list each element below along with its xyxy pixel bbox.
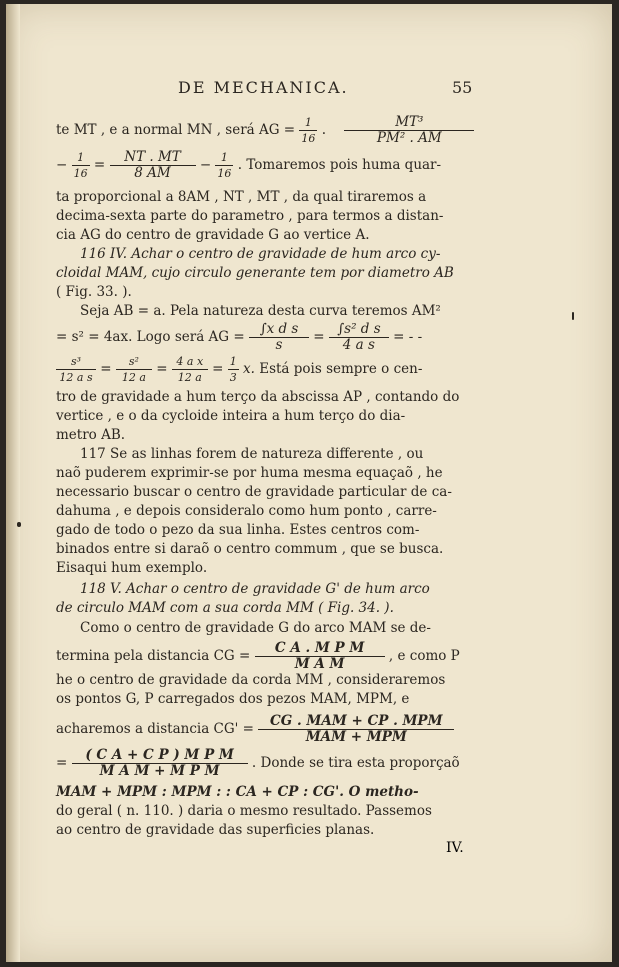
- text-line: he o centro de gravidade da corda MM , consideraremos: [56, 672, 446, 688]
- text-line: ( Fig. 33. ).: [56, 284, 132, 300]
- text-line: de circulo MAM com a sua corda MM ( Fig. 34. ).: [56, 600, 394, 616]
- text-line: − $\frac{1}{16}$ = $\frac{NT . MT}{8 AM}$ − $\frac{1}{16}$ . Tomaremos pois huma quar-: [56, 149, 442, 181]
- fraction: $\frac{\text{s²}}{12 a}$: [116, 354, 152, 385]
- text-line: vertice , e o da cycloide inteira a hum terço do dia-: [56, 408, 406, 424]
- text-line: naõ puderem exprimir-se por huma mesma equaçaõ , he: [56, 465, 443, 481]
- book-page: [6, 4, 612, 962]
- text-line: dahuma , e depois consideralo como hum ponto , carre-: [56, 503, 437, 519]
- fraction: $\frac{\text{C A . M P M}}{\text{M A M}}$: [255, 641, 385, 672]
- header-title: DE MECHANICA.: [178, 78, 349, 97]
- text-line: Eisaqui hum exemplo.: [56, 560, 208, 576]
- fraction: $\frac{\text{∫x d s}}{s}$: [249, 322, 309, 353]
- text-line: ao centro de gravidade das superficies planas.: [56, 822, 375, 838]
- fraction: $\frac{1}{16}$: [217, 151, 232, 180]
- page-spine-shadow: [6, 4, 20, 962]
- text-line: [56, 641, 460, 672]
- text-line: 118 V. Achar o centro de gravidade G' de hum arco: [80, 581, 430, 597]
- fraction: $\frac{1}{16}$: [301, 116, 316, 145]
- page-number: 55: [452, 78, 473, 97]
- ink-mark: [17, 522, 21, 527]
- text-line: os pontos G, P carregados dos pezos MAM, MPM, e: [56, 691, 410, 707]
- text-line: 116 IV. Achar o centro de gravidade de hum arco cy-: [80, 246, 441, 262]
- catchword: IV.: [446, 840, 464, 856]
- text-line: Como o centro de gravidade G do arco MAM se de-: [80, 620, 431, 636]
- fraction: $\frac{\text{MT³}}{\text{PM² . AM}}$: [344, 115, 474, 146]
- text-line: MAM + MPM : MPM : : CA + CP : CG'. O metho-: [56, 784, 419, 800]
- line-text: te MT , e a normal MN , será AG =: [56, 122, 296, 138]
- text-line: [56, 714, 454, 745]
- text-line: = s² = 4ax. Logo será AG = $\frac{\text{∫x d s}}{s}$ = $\frac{\text{∫s² d s}}{\text{4 a s}}$ = - -: [56, 321, 423, 353]
- text-line: Seja AB = a. Pela natureza desta curva teremos AM²: [80, 303, 441, 319]
- fraction: $\frac{\text{s³}}{\text{12 a s}}$: [56, 354, 96, 385]
- line-text: = s² = 4ax. Logo será AG =: [56, 329, 245, 345]
- text-line: cia AG do centro de gravidade G ao vertice A.: [56, 227, 370, 243]
- text-line: metro AB.: [56, 427, 126, 443]
- text-line: do geral ( n. 110. ) daria o mesmo resultado. Passemos: [56, 803, 432, 819]
- fraction: $\frac{\text{∫s² d s}}{\text{4 a s}}$: [329, 322, 389, 353]
- fraction: $\frac{1}{16}$: [73, 151, 88, 180]
- text-line: cloidal MAM, cujo circulo generante tem por diametro AB: [56, 265, 454, 281]
- text-line: tro de gravidade a hum terço da abscissa AP , contando do: [56, 389, 460, 405]
- text-line: te MT , e a normal MN , será AG = $\frac{1}{16}$ . $\frac{\text{MT³}}{\text{PM² . AM}}$: [56, 115, 474, 146]
- fraction: $\frac{\text{CG . MAM + CP . MPM}}{\text{MAM + MPM}}$: [258, 714, 454, 745]
- line-text: termina pela distancia CG =: [56, 648, 251, 664]
- text-line: decima-sexta parte do parametro , para termos a distan-: [56, 208, 444, 224]
- text-line: = $\frac{\text{( C A + C P ) M P M}}{\text{M A M + M P M}}$ . Donde se tira esta proporçaõ: [56, 747, 460, 779]
- ink-mark: [572, 312, 574, 320]
- text-line: gado de todo o pezo da sua linha. Estes centros com-: [56, 522, 420, 538]
- text-line: binados entre si daraõ o centro commum , que se busca.: [56, 541, 444, 557]
- line-text: Tomaremos pois huma quar-: [246, 157, 442, 173]
- fraction: $\frac{\text{( C A + C P ) M P M}}{\text{M A M + M P M}}$: [72, 748, 248, 779]
- fraction: $\frac{1}{3}$: [229, 355, 237, 384]
- text-line: $\frac{\text{s³}}{\text{12 a s}}$ = $\frac{\text{s²}}{12 a}$ = $\frac{\text{4 a x}}{12 a}$ = $\frac{1}{3}$ x. Está pois sempre o cen-: [56, 354, 422, 385]
- line-text: Donde se tira esta proporçaõ: [260, 755, 460, 771]
- text-line: necessario buscar o centro de gravidade particular de ca-: [56, 484, 452, 500]
- fraction: $\frac{NT . MT}{8 AM}$: [110, 150, 196, 181]
- text-line: ta proporcional a 8AM , NT , MT , da qual tiraremos a: [56, 189, 427, 205]
- fraction: $\frac{\text{4 a x}}{12 a}$: [172, 354, 208, 385]
- body-text: [56, 4, 476, 962]
- text-line: 117 Se as linhas forem de natureza differente , ou: [80, 446, 424, 462]
- line-text: Está pois sempre o cen-: [259, 361, 423, 377]
- line-text: acharemos a distancia CG' =: [56, 721, 254, 737]
- line-text: , e como P: [388, 648, 460, 664]
